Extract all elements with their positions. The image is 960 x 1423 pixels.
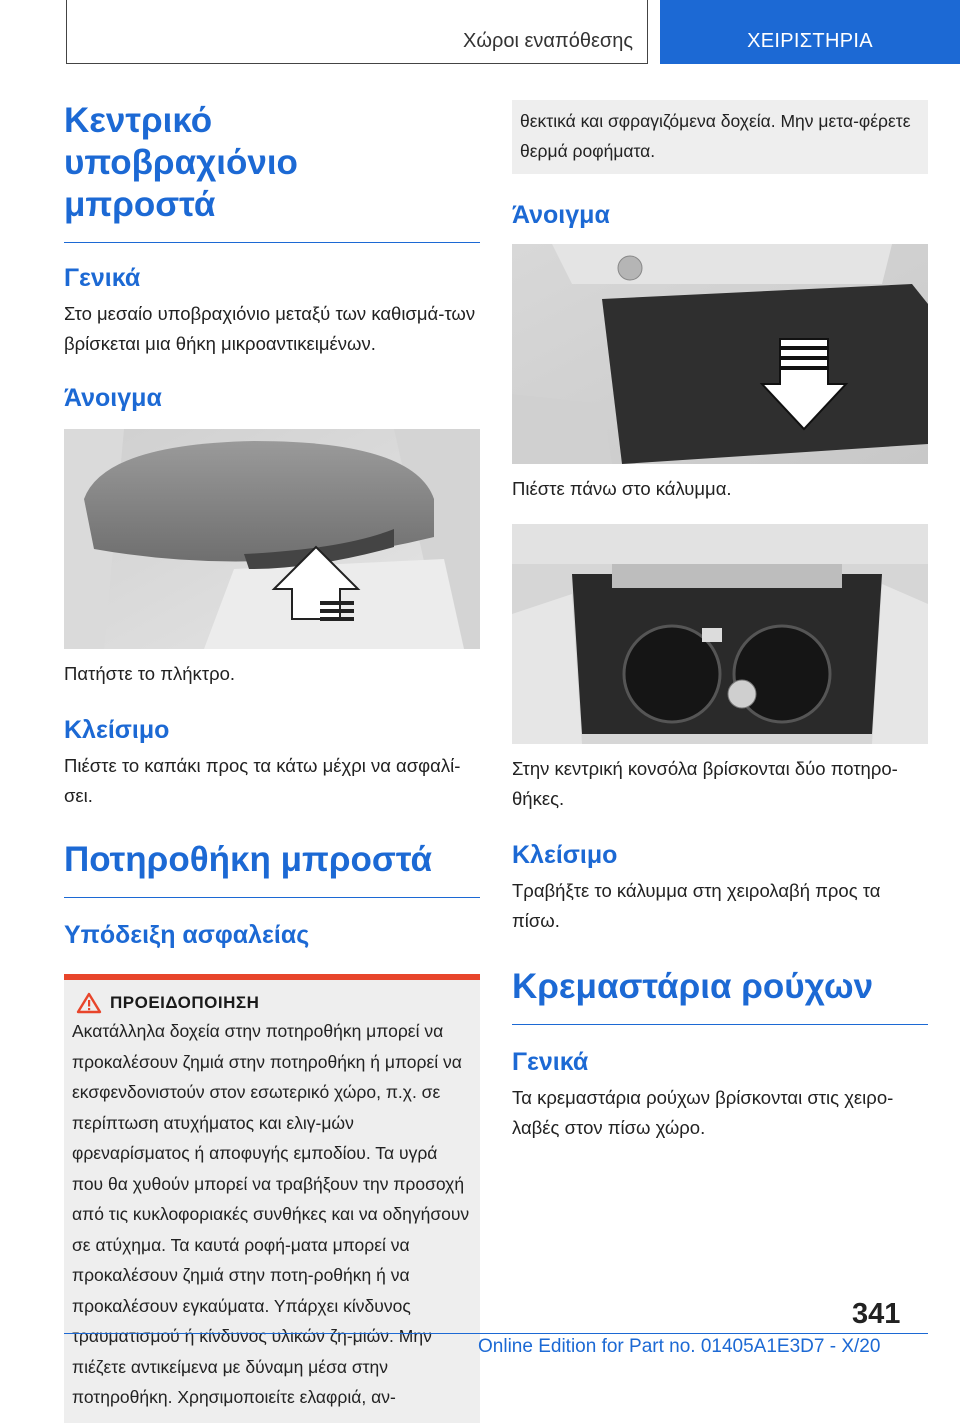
closing-text: Πιέστε το καπάκι προς τα κάτω μέχρι να ασφαλί-σει.: [64, 755, 461, 806]
cupholder-closing-text: Τραβήξτε το κάλυμμα στη χειρολαβή προς τα πίσω.: [512, 880, 881, 931]
clothes-hooks-title: Κρεμαστάρια ρούχων: [512, 967, 874, 1006]
armrest-photo: [64, 429, 480, 649]
footer-divider: [64, 1333, 928, 1334]
opening-caption: Πατήστε το πλήκτρο.: [64, 663, 236, 684]
opening-heading: Άνοιγμα: [64, 384, 162, 412]
cupholders-caption: Στην κεντρική κονσόλα βρίσκονται δύο ποτηρο-θήκες.: [512, 758, 898, 809]
cupholder-cover-photo: [512, 244, 928, 464]
warning-box: [64, 980, 480, 1423]
warning-triangle-icon: [76, 992, 102, 1014]
hooks-general-heading: Γενικά: [512, 1048, 589, 1076]
title-divider: [64, 242, 480, 243]
header-chapter-label: ΧΕΙΡΙΣΤΗΡΙΑ: [747, 30, 873, 52]
left-column: [64, 100, 480, 1423]
cupholder-divider: [64, 897, 480, 898]
cupholder-opening-heading: Άνοιγμα: [512, 201, 610, 229]
warning-text: Ακατάλληλα δοχεία στην ποτηροθήκη μπορεί να προκαλέσουν ζημιά στην ποτηροθήκη ή μπορεί να εκσφενδονιστούν στον εσωτερικό χώρο, π.χ. σε περίπτωση ατυχήματος και ελιγ-μών φρεναρίσματος ή αποφυγής εμποδίου. Τα υγρά που θα χυθούν μπορεί να τραβήξουν την προσοχή από τις κυκλοφοριακές συνθήκες και να οδηγήσουν σε ατύχημα. Τα καυτά ροφή-ματα μπορεί να προκαλέσουν ζημιά στην ποτη-ροθήκη ή να προκαλέσουν εγκαύματα. Υπάρχει κίνδυνος τραυματισμού ή κίνδυνος υλικών ζη-μιών. Μην πιέζετε αντικείμενα με δύναμη μέσα στην ποτηροθήκη. Χρησιμοποιείτε ελαφριά, αν-: [72, 1021, 470, 1407]
warning-continued-text: θεκτικά και σφραγιζόμενα δοχεία. Μην μετα-φέρετε θερμά ροφήματα.: [520, 111, 911, 161]
warning-title-row: [72, 992, 472, 1014]
page-number: 341: [852, 1298, 901, 1330]
armrest-title: Κεντρικό υποβραχιόνιο μπροστά: [64, 101, 298, 224]
general-text: Στο μεσαίο υποβραχιόνιο μεταξύ των καθισμά-των βρίσκεται μια θήκη μικροαντικειμένων.: [64, 303, 476, 354]
warning-label: ΠΡΟΕΙΔΟΠΟΙΗΣΗ: [110, 993, 260, 1012]
closing-heading: Κλείσιμο: [64, 716, 170, 744]
general-heading: Γενικά: [64, 264, 141, 292]
hooks-text: Τα κρεμαστάρια ρούχων βρίσκονται στις χειρο-λαβές στον πίσω χώρο.: [512, 1087, 894, 1138]
header-section-title: Χώροι εναπόθεσης: [463, 30, 633, 52]
safety-heading: Υπόδειξη ασφαλείας: [64, 921, 310, 949]
cupholder-closing-heading: Κλείσιμο: [512, 841, 618, 869]
cupholder-title: Ποτηροθήκη μπροστά: [64, 840, 432, 879]
hooks-divider: [512, 1024, 928, 1025]
footer-edition[interactable]: Online Edition for Part no. 01405A1E3D7 - X/20: [478, 1336, 881, 1357]
cupholders-photo: [512, 524, 928, 744]
right-column: [512, 100, 928, 1143]
header-chapter-tab[interactable]: [660, 0, 960, 64]
cover-caption: Πιέστε πάνω στο κάλυμμα.: [512, 478, 732, 499]
warning-continued-box: [512, 100, 928, 174]
header-section-box: [66, 0, 648, 64]
